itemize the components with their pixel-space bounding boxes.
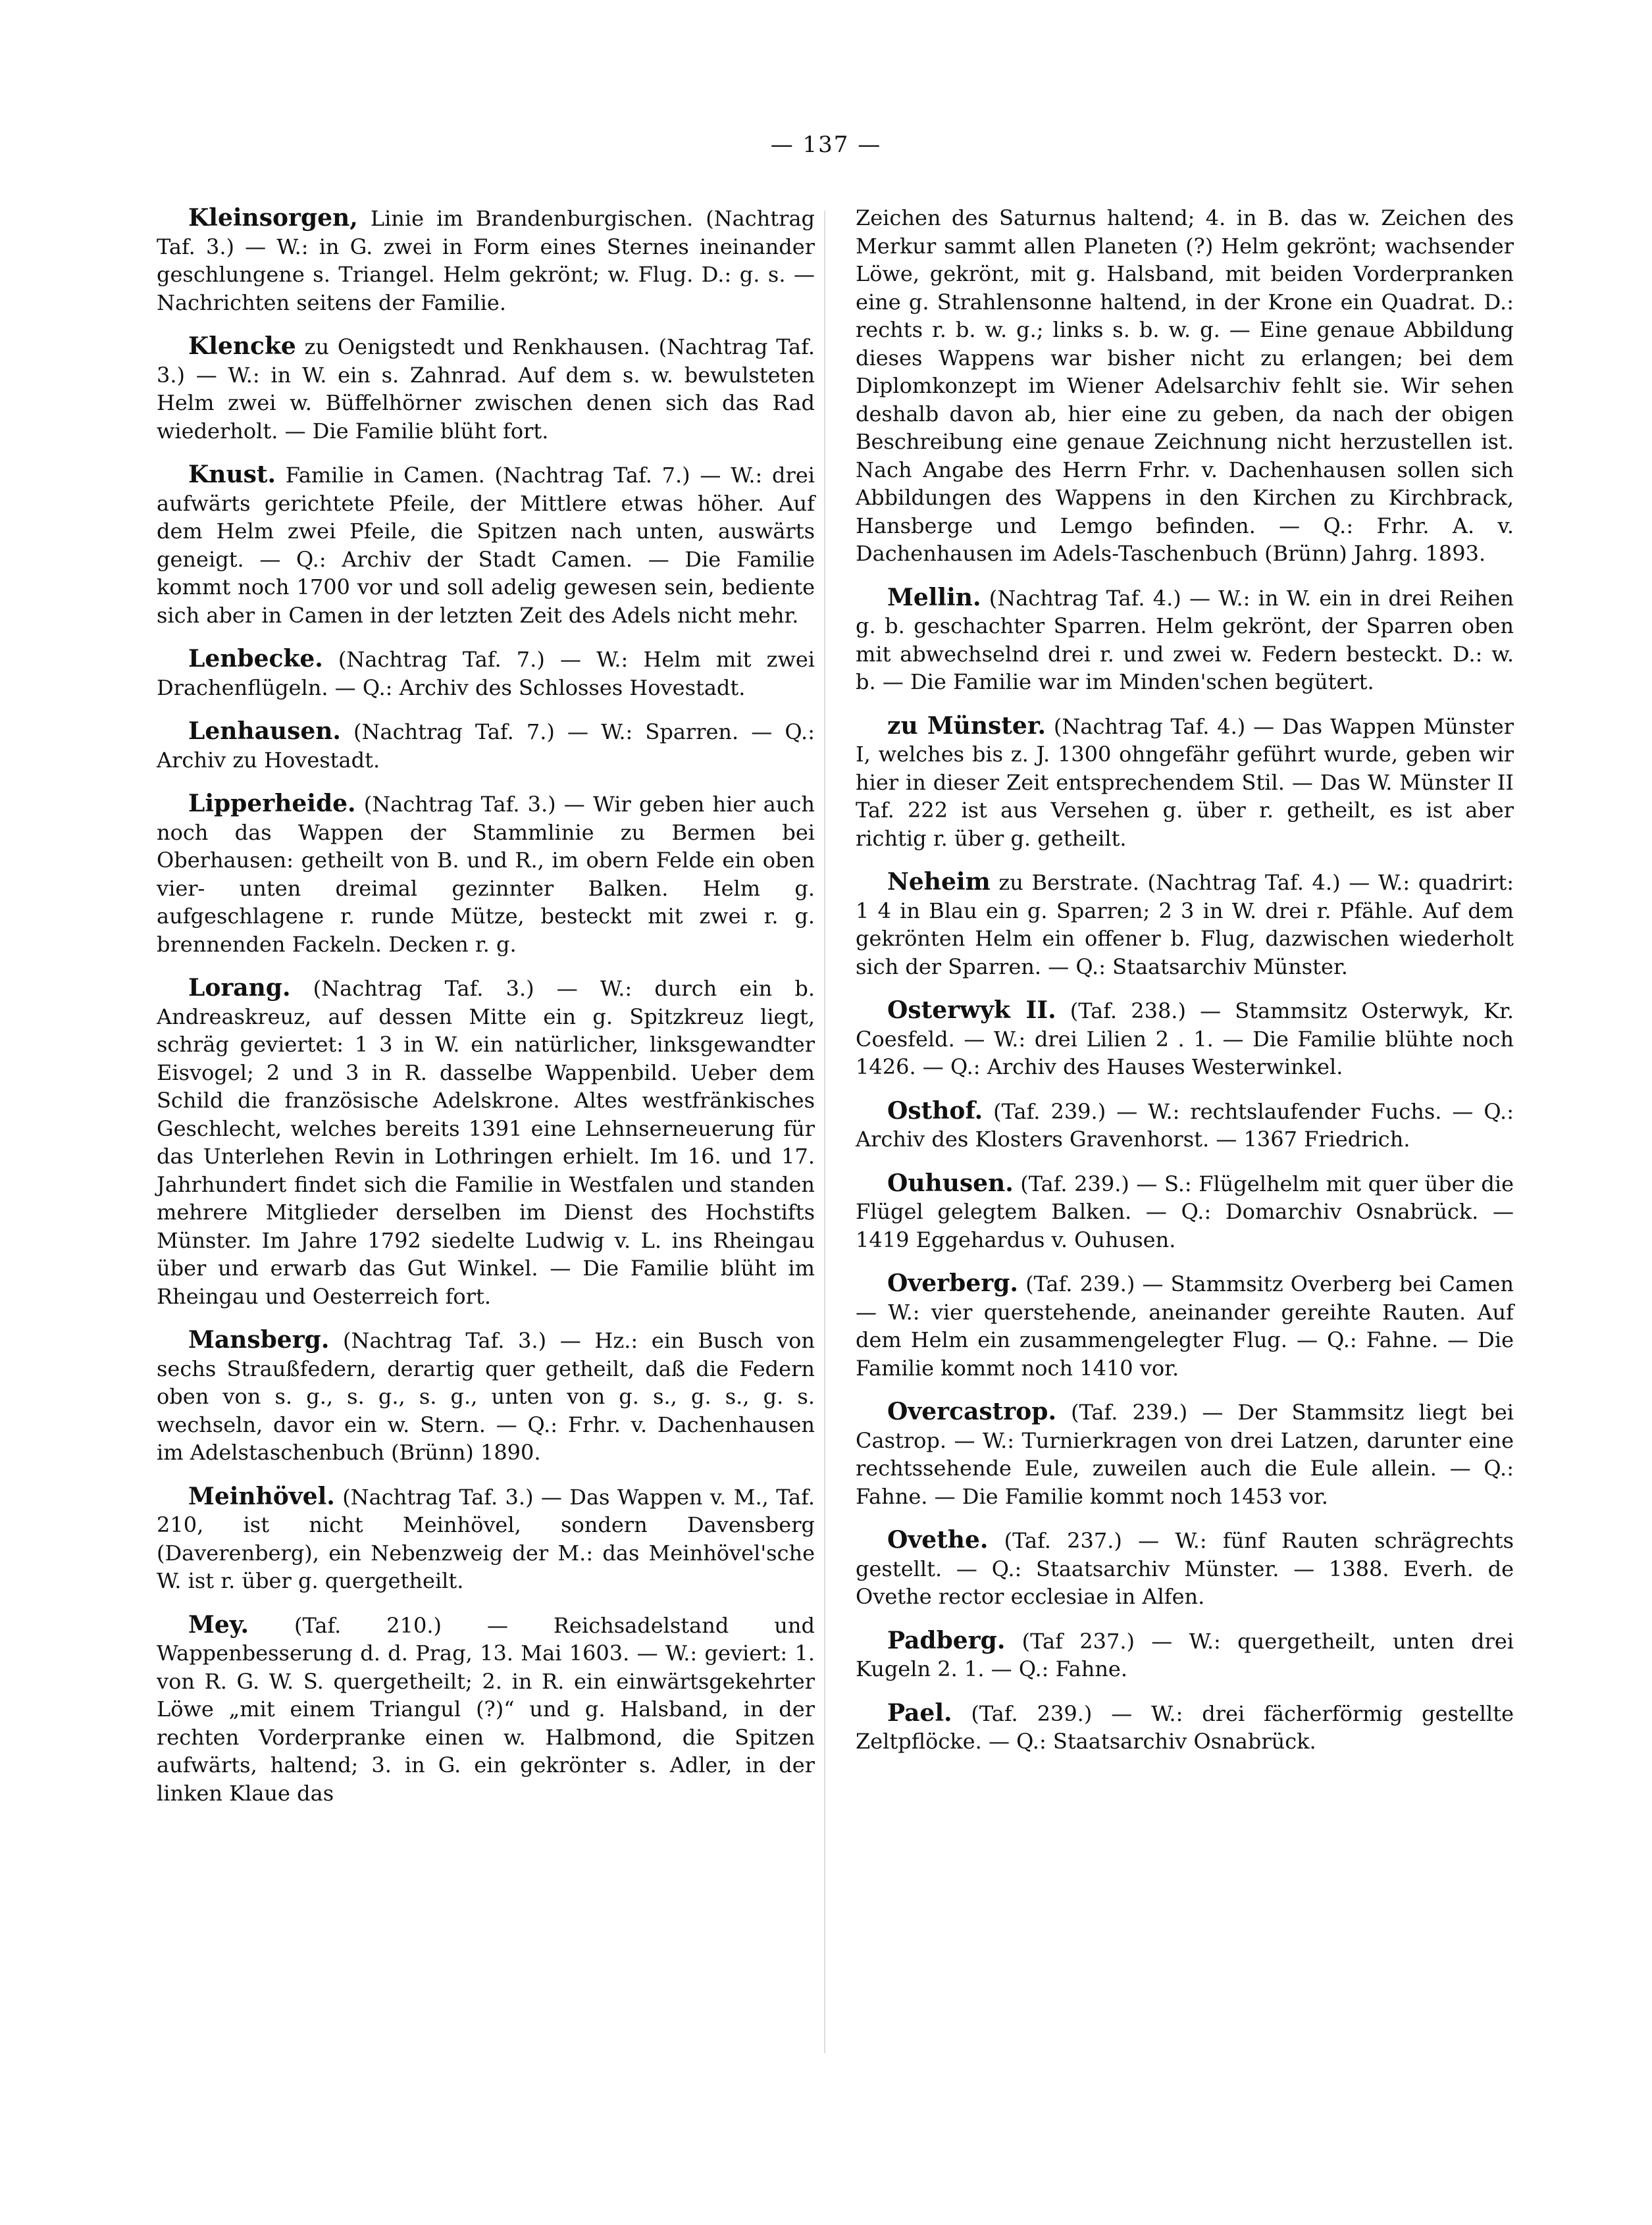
entry-osthof xyxy=(856,1097,1514,1154)
entry-text: (Nachtrag Taf. 3.) — Hz.: ein Busch von sechs Straußfedern, derartig quer getheilt, daß die Federn oben von s. g., s. g., s. g., unten von g. s., g. s., g. s. wechseln, davor ein w. Stern. — Q.: Frhr. v. Dachenhausen im Adelstaschenbuch (Brünn) 1890. xyxy=(157,1328,815,1465)
entry-heading: Lenbecke. xyxy=(188,645,323,673)
entry-heading: Lenhausen. xyxy=(188,717,341,745)
entry-heading: Ouhusen. xyxy=(887,1169,1014,1197)
entry-text: (Taf. 239.) — W.: rechtslaufender Fuchs. — Q.: Archiv des Klosters Gravenhorst. — 1367 Friedrich. xyxy=(856,1098,1514,1152)
entry-knust xyxy=(157,461,815,629)
entry-osterwyk xyxy=(856,996,1514,1081)
entry-heading: Klencke xyxy=(188,332,296,360)
entry-mansberg xyxy=(157,1326,815,1467)
entry-text: (Taf. 239.) — Der Stammsitz liegt bei Castrop. — W.: Turnierkragen von drei Latzen, darunter eine rechtssehende Eule, zuweilen auch die Eule allein. — Q.: Fahne. — Die Familie kommt noch 1453 vor. xyxy=(856,1400,1514,1509)
entry-text: (Taf. 239.) — S.: Flügelhelm mit quer über die Flügel gelegtem Balken. — Q.: Domarchiv Osnabrück. — 1419 Eggehardus v. Ouhusen. xyxy=(856,1171,1514,1252)
entry-text: (Nachtrag Taf. 7.) — W.: Sparren. — Q.: Archiv zu Hovestadt. xyxy=(157,719,815,773)
entry-lenbecke xyxy=(157,645,815,702)
entry-heading: Mey. xyxy=(188,1610,249,1639)
entry-overberg xyxy=(856,1269,1514,1382)
entry-mey-continued xyxy=(856,204,1514,568)
entry-lorang xyxy=(157,974,815,1310)
entry-ouhusen xyxy=(856,1169,1514,1254)
entry-text: zu Oenigstedt und Renkhausen. (Nachtrag Taf. 3.) — W.: in W. ein s. Zahnrad. Auf dem s. w. bewulsteten Helm zwei w. Büffelhörner zwischen denen sich das Rad wiederholt. — Die Familie blüht fort. xyxy=(157,334,815,444)
entry-heading: zu Münster. xyxy=(887,711,1046,740)
entry-lipperheide xyxy=(157,790,815,958)
entry-heading: Osthof. xyxy=(887,1096,983,1125)
page-number: — 137 — xyxy=(770,132,882,158)
entry-text: (Taf. 238.) — Stammsitz Osterwyk, Kr. Coesfeld. — W.: drei Lilien 2 . 1. — Die Familie blühte noch 1426. — Q.: Archiv des Hauses Westerwinkel. xyxy=(856,998,1514,1079)
entry-text: (Taf. 239.) — W.: drei fächerförmig gestellte Zeltpflöcke. — Q.: Staatsarchiv Osnabrück. xyxy=(856,1701,1514,1754)
right-column xyxy=(856,204,1514,1772)
entry-padberg xyxy=(856,1627,1514,1683)
entry-zu-muenster xyxy=(856,712,1514,853)
entry-text: (Taf. 237.) — W.: fünf Rauten schrägrechts gestellt. — Q.: Staatsarchiv Münster. — 1388. Everh. de Ovethe rector ecclesiae in Alfen. xyxy=(856,1528,1514,1609)
entry-meinhoevel xyxy=(157,1483,815,1595)
entry-pael xyxy=(856,1699,1514,1756)
entry-mellin xyxy=(856,584,1514,696)
entry-text: (Nachtrag Taf. 7.) — W.: Helm mit zwei Drachenflügeln. — Q.: Archiv des Schlosses Hovestadt. xyxy=(157,647,815,700)
entry-text: (Nachtrag Taf. 4.) — Das Wappen Münster I, welches bis z. J. 1300 ohngefähr geführt wurde, geben wir hier in dieser Zeit entsprechendem Stil. — Das W. Münster II Taf. 222 ist aus Versehen g. über r. getheilt, es ist aber richtig r. über g. getheilt. xyxy=(856,713,1514,851)
entry-mey xyxy=(157,1611,815,1808)
entry-heading: Overberg. xyxy=(887,1269,1018,1297)
entry-ovethe xyxy=(856,1526,1514,1611)
entry-text: (Nachtrag Taf. 3.) — Das Wappen v. M., Taf. 210, ist nicht Meinhövel, sondern Davensberg (Daverenberg), ein Nebenzweig der M.: das Meinhövel'sche W. ist r. über g. quergetheilt. xyxy=(157,1484,815,1593)
entry-heading: Overcastrop. xyxy=(887,1398,1056,1425)
entry-heading: Neheim xyxy=(887,868,991,896)
entry-neheim xyxy=(856,868,1514,981)
entry-text: Linie im Brandenburgischen. (Nachtrag Taf. 3.) — W.: in G. zwei in Form eines Sternes ineinander geschlungene s. Triangel. Helm gekrönt; w. Flug. D.: g. s. — Nachrichten seitens der Familie. xyxy=(157,206,815,315)
entry-heading: Ovethe. xyxy=(887,1526,989,1554)
entry-text: (Taf. 239.) — Stammsitz Overberg bei Camen — W.: vier querstehende, aneinander gereihte Rauten. Auf dem Helm ein zusammengelegter Flug. — Q.: Fahne. — Die Familie kommt noch 1410 vor. xyxy=(856,1271,1514,1381)
entry-heading: Padberg. xyxy=(887,1626,1006,1654)
entry-kleinsorgen xyxy=(157,204,815,317)
left-column xyxy=(157,204,815,1823)
entry-heading: Meinhövel. xyxy=(188,1482,335,1510)
entry-heading: Kleinsorgen, xyxy=(188,204,358,232)
entry-heading: Mellin. xyxy=(887,583,981,611)
entry-heading: Knust. xyxy=(188,461,276,488)
entry-lenhausen xyxy=(157,717,815,774)
entry-text: (Taf 237.) — W.: quergetheilt, unten drei Kugeln 2. 1. — Q.: Fahne. xyxy=(856,1628,1514,1681)
entry-heading: Pael. xyxy=(887,1699,952,1727)
entry-heading: Lorang. xyxy=(188,974,291,1002)
entry-text: (Nachtrag Taf. 4.) — W.: in W. ein in drei Reihen g. b. geschachter Sparren. Helm gekrönt, der Sparren oben mit abwechselnd drei r. und zwei w. Federn besteckt. D.: w. b. — Die Familie war im Minden'schen begütert. xyxy=(856,585,1514,694)
entry-text: zu Berstrate. (Nachtrag Taf. 4.) — W.: quadrirt: 1 4 in Blau ein g. Sparren; 2 3 in W. drei r. Pfähle. Auf dem gekrönten Helm ein offener b. Flug, dazwischen wiederholt sich der Sparren. — Q.: Staatsarchiv Münster. xyxy=(856,870,1514,979)
entry-text: (Taf. 210.) — Reichsadelstand und Wappenbesserung d. d. Prag, 13. Mai 1603. — W.: geviert: 1. von R. G. W. S. quergetheilt; 2. in R. ein einwärtsgekehrter Löwe „mit einem Triangul (?)“ und g. Halsband, in der rechten Vorderpranke einen w. Halbmond, die Spitzen aufwärts, haltend; 3. in G. ein gekrönter s. Adler, in der linken Klaue das xyxy=(157,1612,815,1806)
entry-heading: Lipperheide. xyxy=(188,790,356,817)
entry-text: (Nachtrag Taf. 3.) — W.: durch ein b. Andreaskreuz, auf dessen Mitte ein g. Spitzkreuz liegt, schräg geviertet: 1 3 in W. ein natürlicher, linksgewandter Eisvogel; 2 und 3 in R. dasselbe Wappenbild. Ueber dem Schild die französische Adelskrone. Altes westfränkisches Geschlecht, welches bereits 1391 eine Lehnserneuerung für das Unterlehen Revin in Lothringen erhielt. Im 16. und 17. Jahrhundert findet sich die Familie in Westfalen und standen mehrere Mitglieder derselben im Dienst des Hochstifts Münster. Im Jahre 1792 siedelte Ludwig v. L. ins Rheingau über und erwarb das Gut Winkel. — Die Familie blüht im Rheingau und Oesterreich fort. xyxy=(157,976,815,1309)
entry-text: Zeichen des Saturnus haltend; 4. in B. das w. Zeichen des Merkur sammt allen Planeten (?) Helm gekrönt; wachsender Löwe, gekrönt, mit g. Halsband, mit beiden Vorderpranken eine g. Strahlensonne haltend, in der Krone ein Quadrat. D.: rechts r. b. w. g.; links s. b. w. g. — Eine genaue Abbildung dieses Wappens war bisher nicht zu erlangen; bei dem Diplomkonzept im Wiener Adelsarchiv fehlt sie. Wir sehen deshalb davon ab, hier eine zu geben, da nach der obigen Beschreibung eine genaue Zeichnung nicht herzustellen ist. Nach Angabe des Herrn Frhr. v. Dachenhausen sollen sich Abbildungen des Wappens in den Kirchen zu Kirchbrack, Hansberge und Lemgo befinden. — Q.: Frhr. A. v. Dachenhausen im Adels-Taschenbuch (Brünn) Jahrg. 1893. xyxy=(856,205,1514,566)
entry-heading: Osterwyk II. xyxy=(887,996,1056,1024)
entry-klencke xyxy=(157,332,815,445)
entry-heading: Mansberg. xyxy=(188,1326,330,1354)
entry-text: (Nachtrag Taf. 3.) — Wir geben hier auch noch das Wappen der Stammlinie zu Bermen bei Oberhausen: getheilt von B. und R., im obern Felde ein oben vier- unten dreimal gezinnter Balken. Helm g. aufgeschlagene r. runde Mütze, besteckt mit zwei r. g. brennenden Fackeln. Decken r. g. xyxy=(157,792,815,957)
column-divider xyxy=(824,211,825,2053)
entry-text: Familie in Camen. (Nachtrag Taf. 7.) — W.: drei aufwärts gerichtete Pfeile, der Mittlere etwas höher. Auf dem Helm zwei Pfeile, die Spitzen nach unten, auswärts geneigt. — Q.: Archiv der Stadt Camen. — Die Familie kommt noch 1700 vor und soll adelig gewesen sein, bediente sich aber in Camen in der letzten Zeit des Adels nicht mehr. xyxy=(157,463,815,628)
entry-overcastrop xyxy=(856,1398,1514,1510)
